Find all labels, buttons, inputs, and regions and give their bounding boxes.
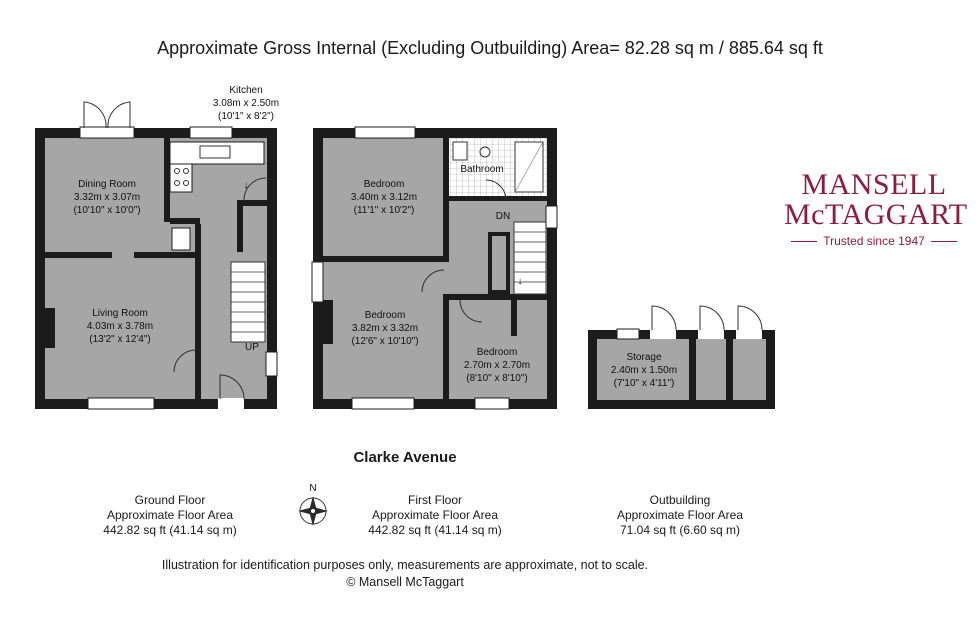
bedroom1-size-metric: 3.40m x 3.12m [350,192,418,203]
compass-north-label: N [309,483,317,494]
copyright: © Mansell McTaggart [346,575,464,589]
living-room-name: Living Room [92,308,148,319]
bedroom2-name: Bedroom [364,310,406,321]
brand-logo [784,168,968,248]
first-floor-area-value: 442.82 sq ft (41.14 sq m) [368,523,502,537]
outbuilding-area [570,493,790,538]
bedroom2-size-metric: 3.82m x 3.32m [351,323,419,334]
bathroom-name: Bathroom [460,164,504,175]
storage-size-metric: 2.40m x 1.50m [610,365,678,376]
bedroom3-name: Bedroom [476,347,518,358]
storage-name: Storage [626,352,662,363]
dining-room-size-imperial: (10'10" x 10'0") [73,205,141,216]
first-floor-area-caption: Approximate Floor Area [371,508,499,522]
stairs-up-label: UP [245,342,259,353]
stairs-down-arrow-icon: ↓ [517,276,523,287]
logo-tagline [784,234,964,248]
bedroom2-size-imperial: (12'6" x 10'10") [351,336,419,347]
dining-room-size-metric: 3.32m x 3.07m [73,192,141,203]
kitchen-arrow-icon: ↓ [243,180,249,191]
outbuilding-area-value: 71.04 sq ft (6.60 sq m) [619,523,741,537]
street-name: Clarke Avenue [353,449,457,466]
ground-floor-area [60,493,280,538]
ground-floor-area-title: Ground Floor [134,493,206,507]
ground-floor-plan [35,102,277,409]
stairs-down-label: DN [495,211,511,222]
kitchen-name: Kitchen [229,85,263,96]
storage-size-imperial: (7'10" x 4'11") [613,378,675,389]
logo-line2: McTAGGART [784,198,968,231]
first-floor-area-title: First Floor [408,493,462,507]
first-floor-area [330,493,540,538]
disclaimer: Illustration for identification purposes only, measurements are approximate, not to scale. [161,558,649,572]
page-title: Approximate Gross Internal (Excluding Outbuilding) Area= 82.28 sq m / 885.64 sq ft [157,38,823,58]
bedroom1-name: Bedroom [363,179,405,190]
kitchen-size-metric: 3.08m x 2.50m [212,98,280,109]
bedroom3-size-metric: 2.70m x 2.70m [463,360,531,371]
bedroom1-size-imperial: (11'1" x 10'2") [353,205,415,216]
ground-floor-area-value: 442.82 sq ft (41.14 sq m) [103,523,237,537]
bedroom3-size-imperial: (8'10" x 8'10") [466,373,528,384]
logo-tagline-text: Trusted since 1947 [823,234,925,248]
tagline-rule-right [931,241,957,242]
outbuilding-area-title: Outbuilding [649,493,711,507]
kitchen-size-imperial: (10'1" x 8'2") [218,111,274,122]
tagline-rule-left [791,241,817,242]
ground-floor-area-caption: Approximate Floor Area [106,508,234,522]
living-room-size-metric: 4.03m x 3.78m [86,321,154,332]
logo-line1: MANSELL [801,168,947,201]
outbuilding-area-caption: Approximate Floor Area [616,508,744,522]
outbuilding-plan [588,306,775,409]
dining-room-name: Dining Room [78,179,136,190]
living-room-size-imperial: (13'2" x 12'4") [89,334,151,345]
compass-icon [298,496,328,526]
